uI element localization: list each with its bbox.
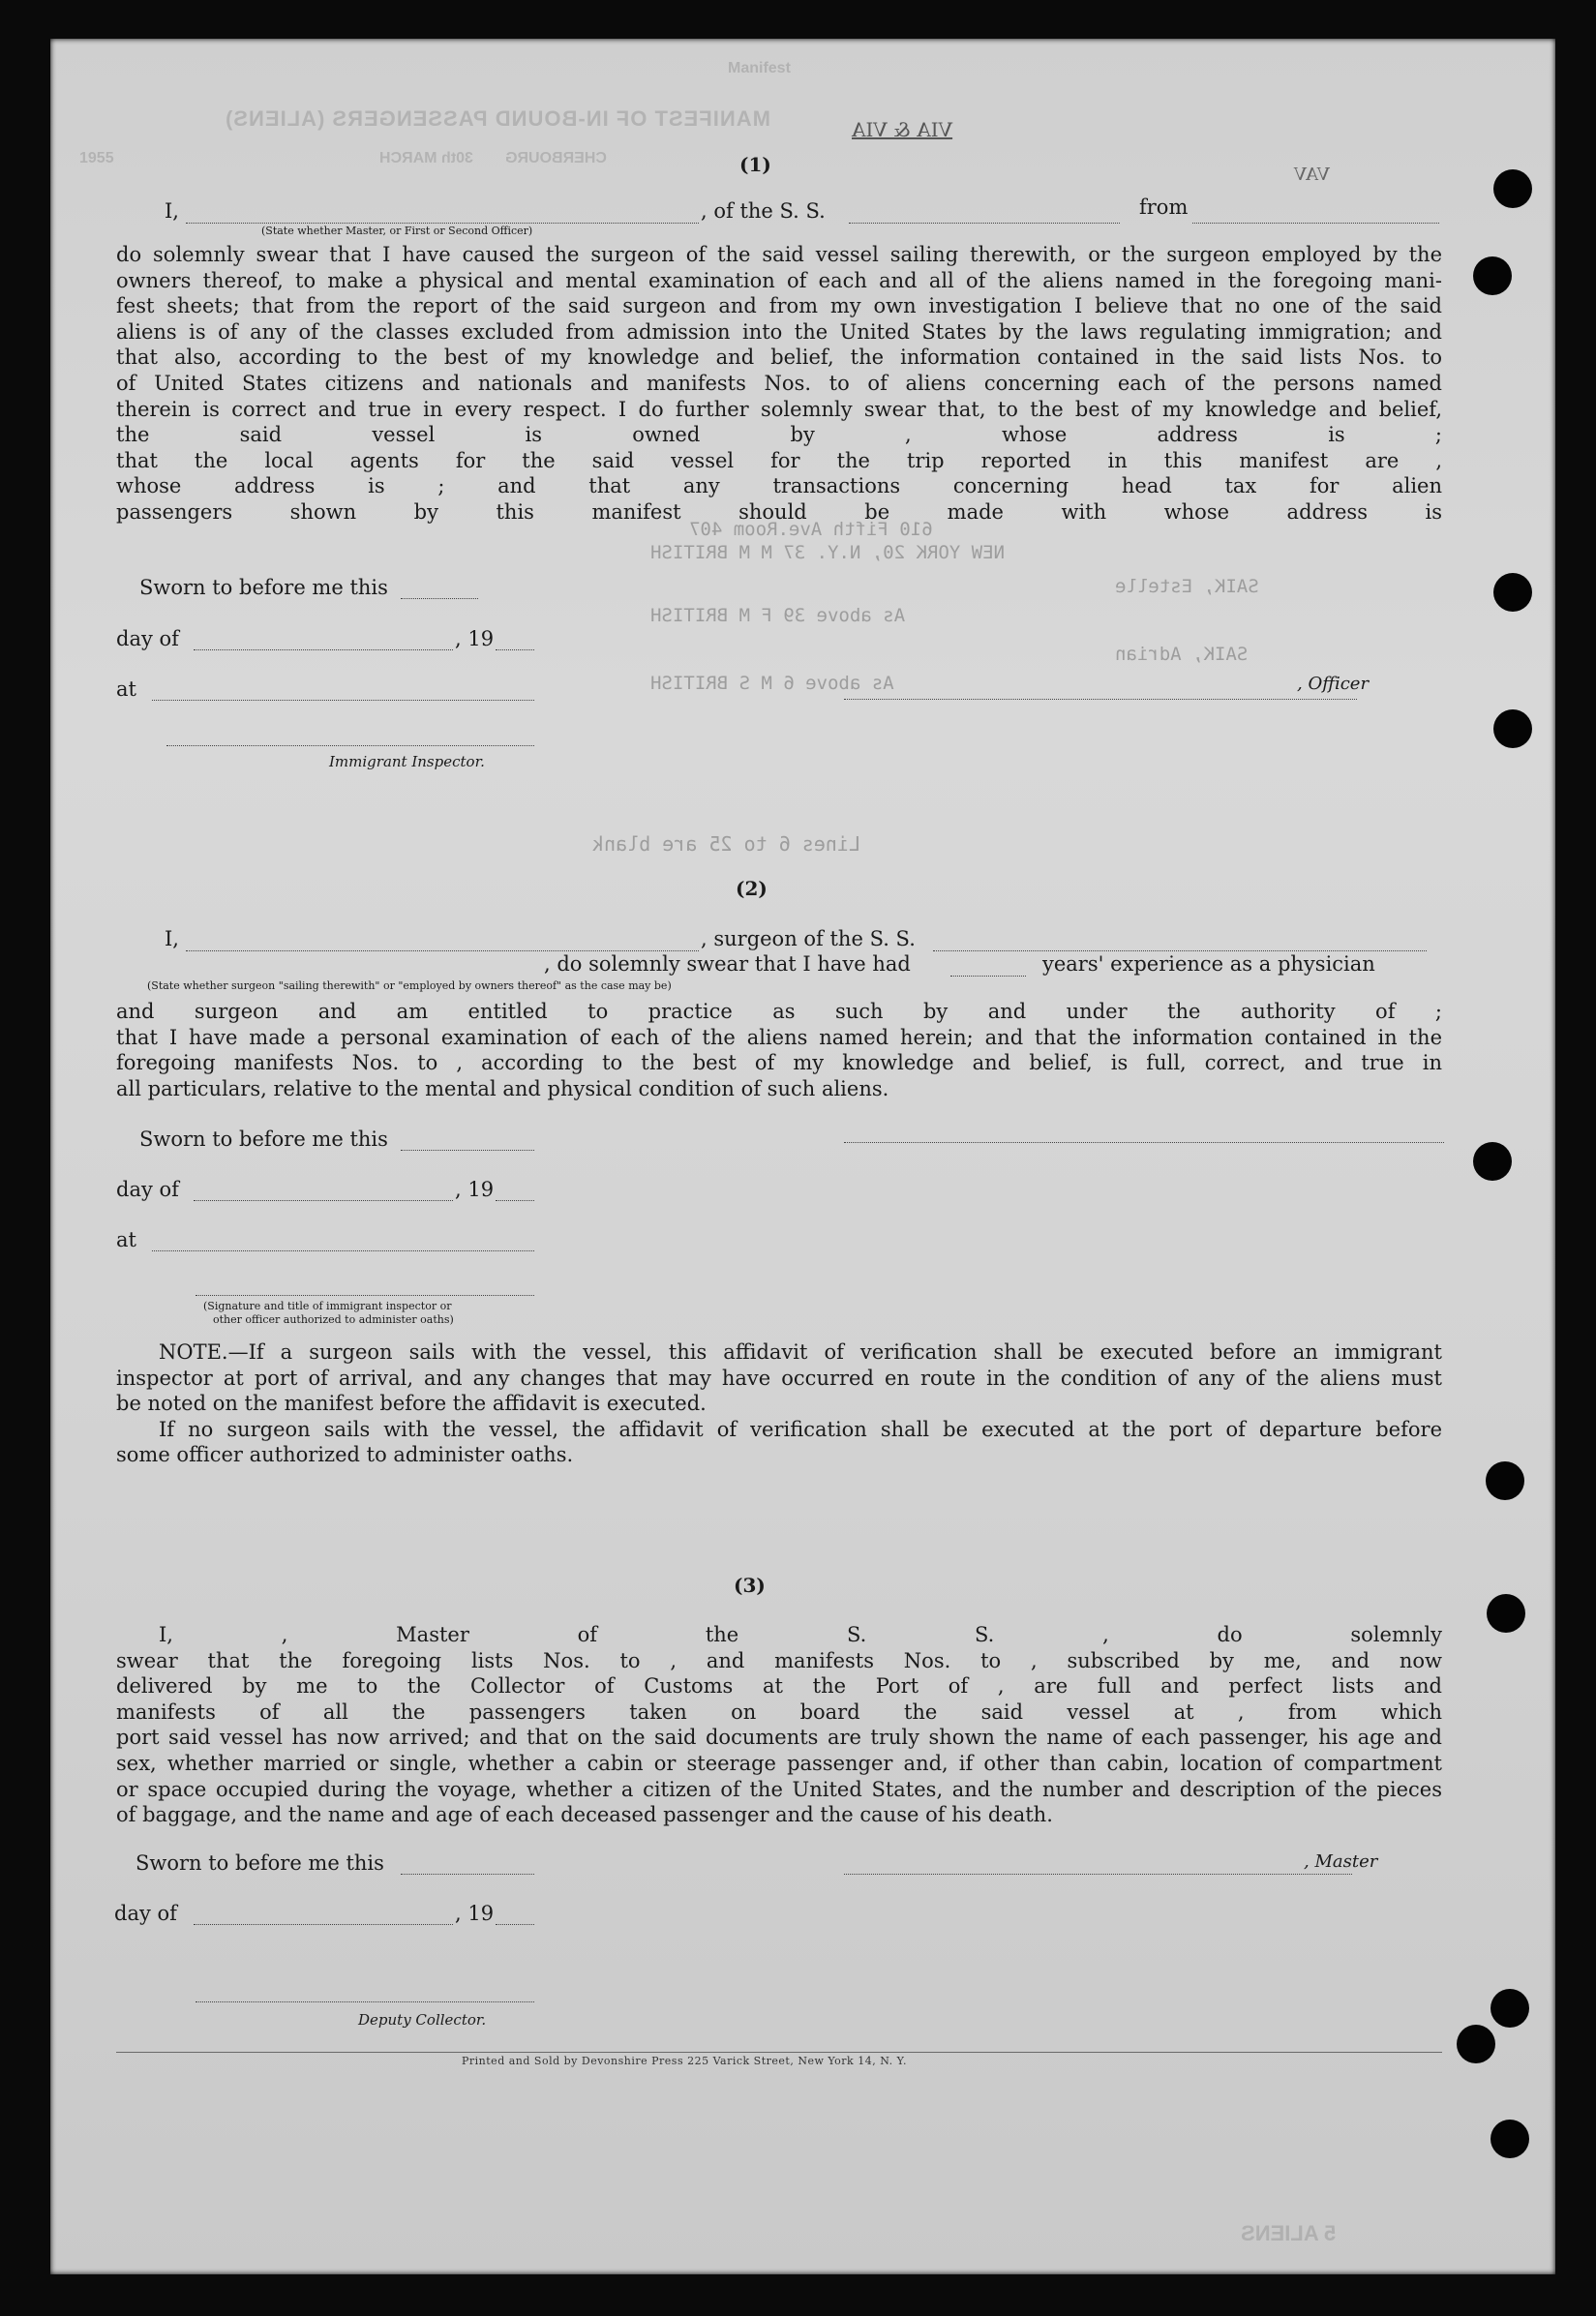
section-2-day-of: day of	[116, 1178, 179, 1201]
section-3-line: manifests of all the passengers taken on board the said vessel at , from which	[116, 1699, 1442, 1724]
section-1-sworn: Sworn to before me this	[139, 576, 388, 599]
section-1-officer: , Officer	[1297, 674, 1370, 694]
section-2-year-field[interactable]	[496, 1200, 534, 1201]
section-3-line: delivered by me to the Collector of Customs at the Port of , are full and perfect lists and	[116, 1674, 1442, 1699]
section-1-line: that the local agents for the said vessel for the trip reported in this manifest are ,	[116, 448, 1442, 472]
punch-hole	[1487, 1594, 1525, 1633]
ghost-entry: Lines 6 to 25 are blank	[592, 832, 860, 856]
section-2-swear: , do solemnly swear that I have had	[544, 952, 911, 976]
section-1-number: (1)	[739, 153, 771, 176]
sig-note-1: (Signature and title of immigrant inspector or	[203, 1300, 452, 1312]
section-1-line: therein is correct and true in every respect. I do further solemnly swear that, to the best of my knowledge and belief,	[116, 397, 1442, 421]
surgeon-note: (State whether surgeon "sailing therewith" or "employed by owners thereof" as the case may be)	[147, 979, 672, 992]
punch-hole	[1473, 1142, 1512, 1181]
section-2-sworn: Sworn to before me this	[139, 1128, 388, 1151]
surgeon-signature-field[interactable]	[844, 1142, 1444, 1143]
document-page	[50, 39, 1555, 2274]
ghost-header-date: 30th MARCH	[379, 150, 473, 166]
note-line: be noted on the manifest before the affidavit is executed.	[116, 1392, 707, 1416]
section-1-line: do solemnly swear that I have caused the surgeon of the said vessel sailing therewith, or the surgeon employed by the	[116, 243, 1442, 266]
punch-hole	[1486, 1461, 1524, 1500]
section-1-line: that also, according to the best of my knowledge and belief, the information contained in the said lists Nos. to	[116, 346, 1442, 370]
years-experience-field[interactable]	[950, 976, 1026, 977]
section-3-day-field[interactable]	[194, 1924, 453, 1925]
ghost-header-subtitle: Manifest	[728, 60, 791, 76]
section-2-surgeon-of: , surgeon of the S. S.	[701, 927, 916, 950]
section-2-number: (2)	[736, 877, 768, 900]
section-3-year-prefix: , 19	[455, 1902, 495, 1925]
from-port-field[interactable]	[1192, 223, 1439, 224]
section-2-i-label: I,	[165, 927, 179, 950]
section-1-line: whose address is ; and that any transactions concerning head tax for alien	[116, 474, 1442, 498]
section-1-line: fest sheets; that from the report of the said surgeon and from my own investigation I believe that no one of the said	[116, 294, 1442, 318]
section-3-line: swear that the foregoing lists Nos. to , and manifests Nos. to , subscribed by me, and now	[116, 1648, 1442, 1672]
surgeon-name-field[interactable]	[186, 950, 699, 951]
officer-name-field[interactable]	[186, 223, 699, 224]
section-2-years: years' experience as a physician	[1042, 952, 1375, 976]
ghost-entry: 610 Fifth Ave.Room 407	[689, 519, 933, 540]
vessel-name-field[interactable]	[849, 223, 1120, 224]
officer-signature-field[interactable]	[844, 699, 1357, 700]
section-2-line: foregoing manifests Nos. to , according to the best of my knowledge and belief, is full, correct, and true in	[116, 1051, 1442, 1075]
section-1-sworn-field[interactable]	[401, 598, 478, 599]
deputy-collector-field[interactable]	[196, 2001, 534, 2002]
section-3-paragraph	[116, 1622, 1442, 1828]
section-2-line: all particulars, relative to the mental and physical condition of such aliens.	[116, 1076, 889, 1100]
note-line: If no surgeon sails with the vessel, the affidavit of verification shall be executed at the port of departure before	[159, 1417, 1442, 1441]
section-3-line: sex, whether married or single, whether a cabin or steerage passenger and, if other than cabin, location of compartment	[116, 1751, 1442, 1775]
section-2-day-field[interactable]	[194, 1200, 453, 1201]
note-line: some officer authorized to administer oaths.	[116, 1443, 574, 1467]
ghost-entry: As above 39 F M BRITISH	[650, 605, 906, 626]
section-1-of-ss: , of the S. S.	[701, 199, 826, 223]
punch-hole	[1491, 1989, 1529, 2028]
inspector-signature-field[interactable]	[166, 745, 534, 746]
section-1-line: owners thereof, to make a physical and mental examination of each and all of the aliens named in the foregoing mani-	[116, 268, 1442, 292]
ghost-header-title: MANIFEST OF IN-BOUND PASSENGERS (ALIENS)	[225, 106, 770, 131]
section-2-at: at	[116, 1228, 136, 1251]
section-3-deputy: Deputy Collector.	[358, 2011, 487, 2029]
section-1-inspector: Immigrant Inspector.	[329, 753, 485, 770]
section-1-day-field[interactable]	[194, 649, 453, 650]
ghost-entry: NEW YORK 20, N.Y. 37 M M BRITISH	[650, 542, 1006, 563]
section-1-from-label: from	[1139, 196, 1189, 219]
section-2-year-prefix: , 19	[455, 1178, 495, 1201]
section-2-at-field[interactable]	[152, 1250, 534, 1251]
section-3-line: I, , Master of the S. S. , do solemnly	[159, 1623, 1442, 1646]
punch-hole	[1493, 169, 1532, 208]
punch-hole	[1493, 573, 1532, 612]
section-1-day-of: day of	[116, 627, 179, 650]
section-2-line: and surgeon and am entitled to practice as such by and under the authority of ;	[116, 1000, 1442, 1023]
section-3-line: or space occupied during the voyage, whether a citizen of the United States, and the number and description of the pieces	[116, 1777, 1442, 1801]
punch-hole	[1493, 709, 1532, 748]
section-1-line: passengers shown by this manifest should be made with whose address is	[116, 499, 1442, 524]
sig-note-2: other officer authorized to administer oaths)	[213, 1313, 454, 1326]
punch-hole	[1473, 256, 1512, 295]
section-2-line: that I have made a personal examination of each of the aliens named herein; and that the information contained in the	[116, 1025, 1442, 1049]
section-1-at-field[interactable]	[152, 700, 534, 701]
section-3-sworn: Sworn to before me this	[136, 1851, 384, 1875]
note-line: NOTE.—If a surgeon sails with the vessel, this affidavit of verification shall be executed before an immigrant	[159, 1340, 1442, 1364]
section-3-sworn-field[interactable]	[401, 1874, 534, 1875]
section-2-paragraph	[116, 999, 1442, 1101]
section-1-year-field[interactable]	[496, 649, 534, 650]
section-2-sworn-field[interactable]	[401, 1150, 534, 1151]
section-3-line: port said vessel has now arrived; and that on the said documents are truly shown the name of each passenger, his age and	[116, 1726, 1442, 1750]
section-1-line: aliens is of any of the classes excluded from admission into the United States by the laws regulating immigration; and	[116, 319, 1442, 344]
ghost-header-port: CHERBOURG	[505, 150, 607, 166]
section-3-number: (3)	[734, 1574, 766, 1597]
printer-line: Printed and Sold by Devonshire Press 225 Varick Street, New York 14, N. Y.	[462, 2055, 907, 2067]
ghost-header-page: VAV	[1294, 165, 1330, 185]
section-1-at: at	[116, 677, 136, 701]
section-3-line: of baggage, and the name and age of each deceased passenger and the cause of his death.	[116, 1803, 1053, 1827]
footer-divider	[116, 2052, 1442, 2053]
ghost-bottom: 5 ALIENS	[1241, 2221, 1337, 2245]
master-signature-field[interactable]	[844, 1874, 1352, 1875]
section-1-line: the said vessel is owned by , whose address is ;	[116, 423, 1442, 447]
section-3-master: , Master	[1304, 1851, 1378, 1872]
section-2-vessel-field[interactable]	[933, 950, 1427, 951]
ghost-entry: SAIK, Estelle	[1115, 576, 1259, 597]
punch-hole	[1491, 2120, 1529, 2158]
section-3-year-field[interactable]	[496, 1924, 534, 1925]
ghost-header-via: VIA & VIA	[852, 118, 953, 141]
punch-hole	[1457, 2025, 1495, 2063]
note-line: inspector at port of arrival, and any changes that may have occurred en route in the condition of any of the aliens must	[116, 1366, 1442, 1390]
section-2-inspector-field[interactable]	[196, 1295, 534, 1296]
section-1-year-prefix: , 19	[455, 627, 495, 650]
section-3-day-of: day of	[114, 1902, 177, 1925]
section-1-i-label: I,	[165, 199, 179, 223]
note-paragraph	[116, 1339, 1442, 1468]
section-1-line: of United States citizens and nationals and manifests Nos. to of aliens concerning each of the persons named	[116, 371, 1442, 395]
ghost-entry: As above 6 M S BRITISH	[650, 673, 894, 694]
officer-note: (State whether Master, or First or Second Officer)	[261, 225, 533, 237]
section-1-paragraph	[116, 242, 1442, 526]
ghost-header-year: 1955	[79, 150, 114, 166]
ghost-entry: SAIK, Adrian	[1115, 644, 1249, 665]
